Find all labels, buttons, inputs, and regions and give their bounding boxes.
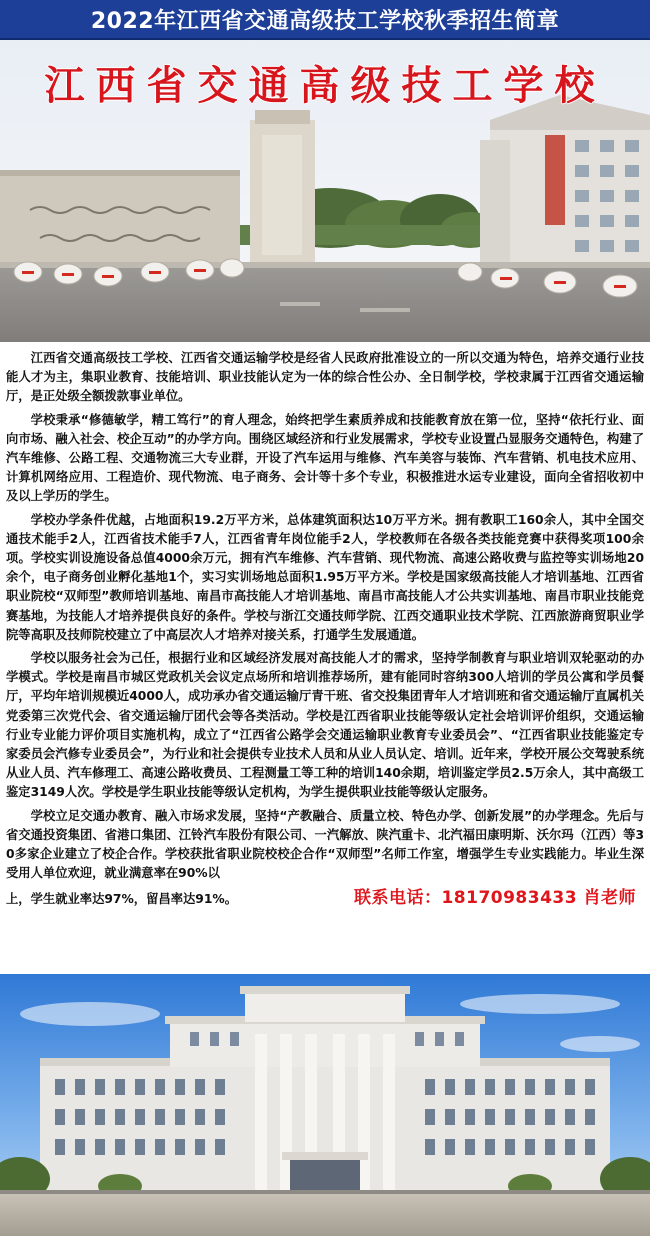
page-title: 2022年江西省交通高级技工学校秋季招生简章 bbox=[90, 8, 560, 34]
paragraph-philosophy: 学校秉承“修德敏学，精工笃行”的育人理念，始终把学生素质养成和技能教育放在第一位，坚持“依托行业、面向市场、融入社会、校企互动”的办学方向。围绕区域经济和行业发展需求，学校专业设置凸显服务交通特色，构建了汽车维修、公路工程、交通物流三大专业群，开设了汽车运用与维修、汽车美容与装饰、汽车营销、机电技术应用、计算机网络应用、工程造价、现代物流、电子商务、会计等十多个专业，积极推进水运专业建设，面向全省招收初中及以上学历的学生。 bbox=[6, 412, 644, 504]
campus-building-photo bbox=[0, 974, 650, 1236]
brochure-body bbox=[0, 342, 650, 974]
plaza bbox=[0, 1192, 650, 1236]
school-name-banner: 江西省交通高级技工学校 bbox=[44, 62, 606, 109]
title-bar bbox=[0, 0, 650, 40]
paragraph-introduction: 江西省交通高级技工学校、江西省交通运输学校是经省人民政府批准设立的一所以交通为特色，培养交通行业技能人才为主，集职业教育、技能培训、职业技能认定为一体的综合性公办、全日制学校，学校隶属于江西省交通运输厅，是正处级全额拨款事业单位。 bbox=[6, 351, 644, 404]
steps bbox=[0, 1190, 650, 1194]
paragraph-training: 学校以服务社会为己任，根据行业和区域经济发展对高技能人才的需求，坚持学制教育与职业培训双轮驱动的办学模式。学校是南昌市城区党政机关会议定点场所和培训推荐场所，建有能同时容纳300人培训的学员公寓和学员餐厅，平均年培训规模近4000人，成功承办省交通运输厅青干班、省交投集团青年人才培训班和省交通运输厅直属机关党委第三次党代会、省交通运输厅团代会等各类活动。学校是江西省职业技能等级认定社会培训评价组织，交通运输行业专业能力评价项目实施机构，成立了“江西省公路学会交通运输职业教育专业委员会”、“江西省职业技能鉴定专家委员会汽修专业委员会”，为行业和社会提供专业技术人员和从业人员认定、培训。近年来，学校开展公交驾驶系统从业人员、汽车修理工、高速公路收费员、工程测量工等工种的培训140余期，培训鉴定学员2.5万余人，其中高级工鉴定3149人次。学校是学生职业技能等级认定机构，为学生提供职业技能等级认定服务。 bbox=[6, 651, 644, 800]
contact-phone[interactable]: 联系电话：18170983433 肖老师 bbox=[353, 888, 636, 909]
main-building-illustration bbox=[0, 974, 650, 1236]
right-building bbox=[480, 95, 650, 280]
employment-rate-text: 上，学生就业率达97%，留昌率达91%。 bbox=[6, 892, 238, 907]
curb bbox=[0, 262, 650, 268]
paragraph-cooperation: 学校立足交通办教育、融入市场求发展，坚持“产教融合、质量立校、特色办学、创新发展”的办学理念。先后与省交通投资集团、省港口集团、江铃汽车股份有限公司、一汽解放、陕汽重卡、北汽福田康明斯、沃尔玛（江西）等30多家企业建立了校企合作。学校获批省职业院校校企合作“双师型”名师工作室，增强学生专业实践能力。毕业生深受用人单位欢迎，就业满意率在90%以 bbox=[6, 808, 644, 881]
contact-line bbox=[6, 883, 644, 909]
campus-gate-photo bbox=[0, 40, 650, 342]
paragraph-facilities: 学校办学条件优越，占地面积19.2万平方米，总体建筑面积达10万平方米。拥有教职工160余人，其中全国交通技术能手2人，江西省技术能手7人，江西省青年岗位能手2人，学校教师在各级各类技能竞赛中获得奖项100余项。学校实训设施设备总值4000余万元，拥有汽车维修、汽车营销、现代物流、高速公路收费与监控等实训场地20余个，电子商务创业孵化基地1个，实习实训场地总面积1.95万平方米。学校是国家级高技能人才培训基地、江西省职业院校“双师型”教师培训基地、南昌市高技能人才培训基地、南昌市高技能人才公共实训基地、南昌市职业技能竞赛基地，为技能人才培养提供良好的条件。学校与浙江交通技师学院、江西交通职业技术学院、江西旅游商贸职业学院等高职及技师院校建立了中高层次人才培养对接关系，打通学生发展通道。 bbox=[6, 512, 644, 642]
